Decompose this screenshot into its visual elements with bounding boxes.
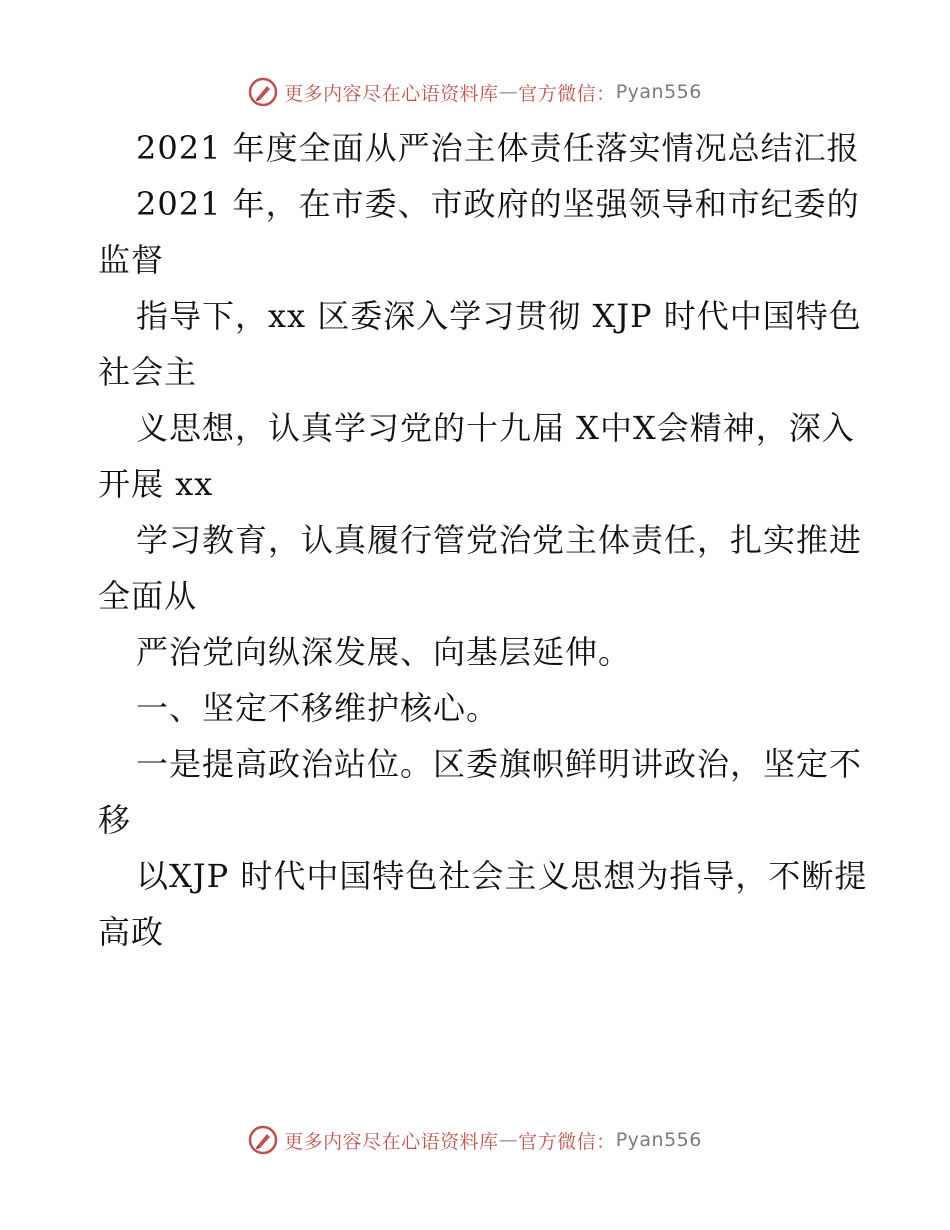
pen-nib-logo-icon [248,1125,278,1155]
banner-separator: — [498,81,519,103]
header-banner [0,72,950,112]
paragraph-line: 以XJP 时代中国特色社会主义思想为指导，不断提高政 [98,857,868,951]
banner-text: 更多内容尽在心语资料库 [284,1130,499,1153]
paragraph-line: 一是提高政治站位。区委旗帜鲜明讲政治，坚定不移 [98,745,863,839]
banner-contact-label: 官方微信： [518,82,616,105]
banner-text: 更多内容尽在心语资料库 [284,82,499,105]
paragraph-line: 指导下，xx 区委深入学习贯彻 XJP 时代中国特色社会主 [98,297,862,391]
section-heading: 一、坚定不移维护核心。 [136,689,500,727]
banner-contact-label: 官方微信： [518,1130,616,1153]
document-body [98,120,868,960]
paragraph-line: 2021 年，在市委、市政府的坚强领导和市纪委的监督 [98,185,860,279]
banner-separator: — [498,1129,519,1151]
pen-nib-logo-icon [248,77,278,107]
banner-wechat-id: Pyan556 [615,81,702,103]
document-title: 2021 年度全面从严治主体责任落实情况总结汇报 [136,129,860,167]
banner-wechat-id: Pyan556 [615,1129,702,1151]
paragraph-line: 学习教育，认真履行管党治党主体责任，扎实推进全面从 [98,521,863,615]
paragraph-line: 严治党向纵深发展、向基层延伸。 [136,633,632,671]
footer-banner [0,1120,950,1160]
paragraph-line: 义思想，认真学习党的十九届 X中X会精神，深入开展 xx [98,409,855,503]
